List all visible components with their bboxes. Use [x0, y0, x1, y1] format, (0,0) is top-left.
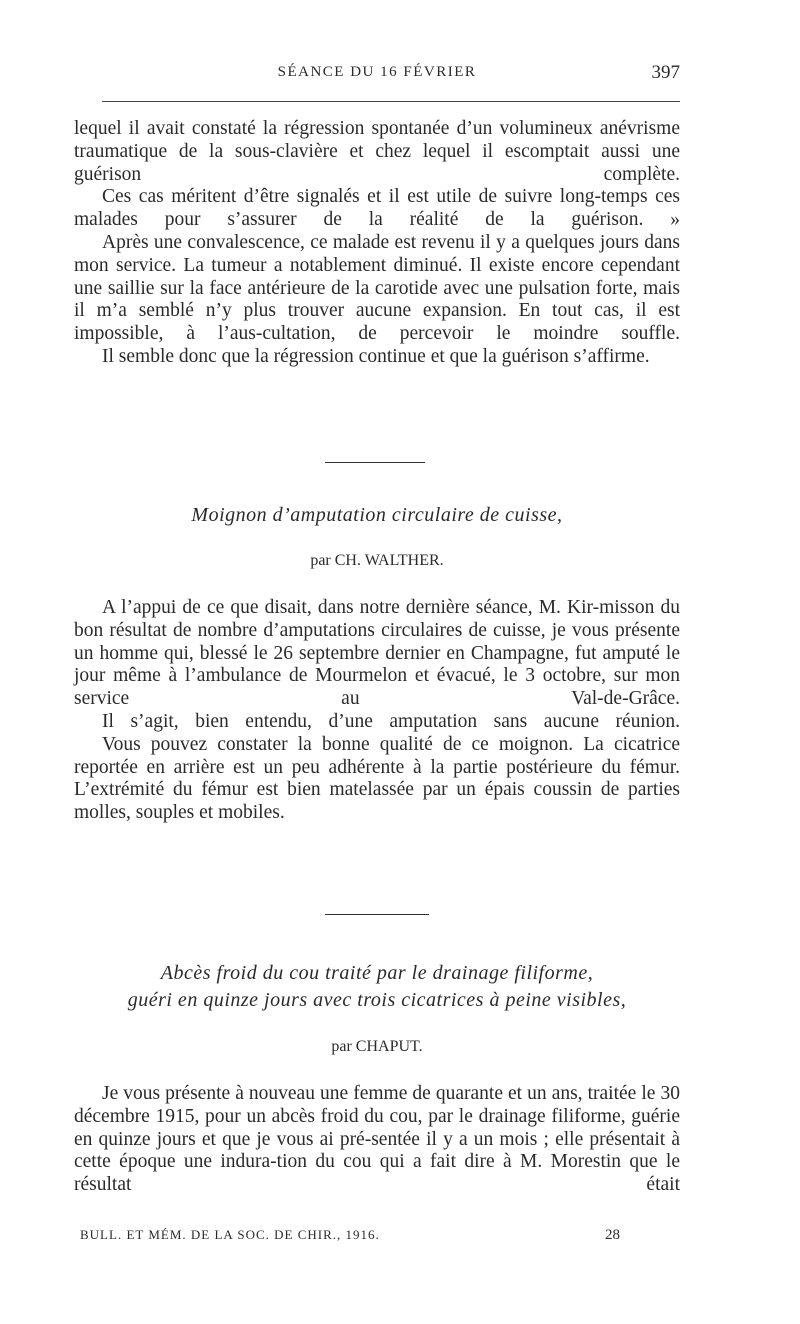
paragraph: A l’appui de ce que disait, dans notre dernière séance, M. Kir-misson du bon résultat de nombre d’amputations circulaires de cuisse, je vous présente un homme qui, blessé le 26 septembre dernier en Champagne, fut amputé le jour même à l’ambulance de Mourmelon et évacué, le 3 octobre, sur mon service au Val-de-Grâce. [74, 597, 680, 710]
section-separator [325, 914, 429, 915]
page-footer [80, 1227, 620, 1243]
book-page [74, 0, 680, 1324]
article-title: Moignon d’amputation circulaire de cuisse, [191, 504, 563, 526]
header-rule [102, 101, 680, 102]
paragraph: Ces cas méritent d’être signalés et il est utile de suivre long-temps ces malades pour s’assurer de la réalité de la guérison. » [74, 186, 680, 231]
article-title [74, 960, 680, 1014]
running-head [74, 64, 680, 88]
paragraph: Il semble donc que la régression continue et que la guérison s’affirme. [102, 345, 650, 367]
page-number: 397 [651, 62, 680, 83]
article-title-line: Abcès froid du cou traité par le drainage filiforme, [160, 962, 594, 984]
paragraph: Il s’agit, bien entendu, d’une amputation sans aucune réunion. [102, 710, 680, 732]
paragraph: Vous pouvez constater la bonne qualité de ce moignon. La cicatrice reportée en arrière est un peu adhérente à la partie postérieure du fémur. L’extrémité du fémur est bien matelassée par un épais coussin de parties molles, souples et mobiles. [74, 733, 680, 824]
paragraph: Je vous présente à nouveau une femme de quarante et un ans, traitée le 30 décembre 1915, pour un abcès froid du cou, par le drainage filiforme, guérie en quinze jours et que je vous ai pré-sentée il y a un mois ; elle présentait à cette époque une indura-tion du cou qui a fait dire à M. Morestin que le résultat était [74, 1083, 680, 1196]
running-title: SÉANCE DU 16 FÉVRIER [277, 64, 477, 80]
article-byline: par CH. WALTHER. [310, 552, 444, 569]
article-byline: par CHAPUT. [331, 1038, 423, 1055]
article-body [74, 597, 680, 825]
journal-reference: BULL. ET MÉM. DE LA SOC. DE CHIR., 1916. [80, 1227, 380, 1242]
continued-text [74, 118, 680, 369]
article-body [74, 1083, 680, 1197]
paragraph: Après une convalescence, ce malade est revenu il y a quelques jours dans mon service. La tumeur a notablement diminué. Il existe encore cependant une saillie sur la face antérieure de la carotide avec une pulsation forte, mais il m’a semblé n’y plus trouver aucune expansion. En tout cas, il est impossible, à l’aus-cultation, de percevoir le moindre souffle. [74, 231, 680, 345]
signature-mark: 28 [605, 1227, 620, 1243]
paragraph: lequel il avait constaté la régression spontanée d’un volumineux anévrisme traumatique de la sous-clavière et chez lequel il escomptait aussi une guérison complète. [74, 118, 680, 185]
section-separator [325, 462, 425, 463]
article-title-line: guéri en quinze jours avec trois cicatrices à peine visibles, [127, 989, 627, 1011]
